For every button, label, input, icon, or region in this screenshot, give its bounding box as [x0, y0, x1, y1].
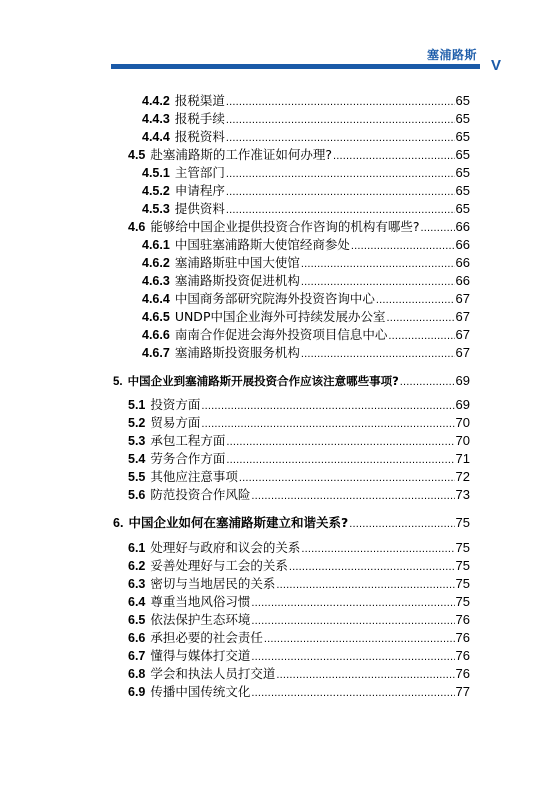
dot-leader — [226, 183, 455, 201]
toc-entry-title: 塞浦路斯投资促进机构 — [174, 273, 300, 288]
toc-entry-page: 73 — [455, 487, 470, 502]
toc-entry[interactable] — [128, 414, 470, 432]
toc-entry-page: 69 — [455, 373, 470, 388]
toc-entry-page: 65 — [455, 147, 470, 162]
toc-entry[interactable] — [142, 92, 470, 110]
toc-entry-number: 4.4.3 — [142, 112, 170, 126]
toc-entry-page: 66 — [455, 237, 470, 252]
toc-entry-title: 传播中国传统文化 — [150, 684, 251, 699]
dot-leader — [400, 373, 455, 391]
toc-entry-number: 4.6.4 — [142, 292, 170, 306]
toc-entry[interactable] — [128, 450, 470, 468]
dot-leader — [251, 684, 454, 702]
toc-entry-page: 65 — [455, 129, 470, 144]
header-rule — [111, 64, 480, 69]
toc-entry-title: 防范投资合作风险 — [150, 487, 251, 502]
toc-entry-page: 66 — [455, 219, 470, 234]
toc-entry[interactable] — [142, 182, 470, 200]
toc-entry-page: 70 — [455, 433, 470, 448]
toc-entry[interactable] — [142, 128, 470, 146]
toc-entry-title: 尊重当地风俗习惯 — [150, 594, 251, 609]
toc-entry-title: 妥善处理好与工会的关系 — [150, 558, 288, 573]
toc-entry-title: 提供资料 — [174, 201, 225, 216]
toc-entry-title: 申请程序 — [174, 183, 225, 198]
toc-entry[interactable] — [128, 593, 470, 611]
toc-entry-page: 67 — [455, 327, 470, 342]
toc-entry-title: 处理好与政府和议会的关系 — [150, 540, 301, 555]
dot-leader — [226, 93, 455, 111]
toc-entry-title: 塞浦路斯投资服务机构 — [174, 345, 300, 360]
toc-entry-number: 4.4.4 — [142, 130, 170, 144]
dot-leader — [301, 255, 455, 273]
dot-leader — [351, 237, 455, 255]
toc-entry[interactable] — [142, 164, 470, 182]
toc-entry-title: 中国商务部研究院海外投资咨询中心 — [174, 291, 375, 306]
toc-entry-page: 67 — [455, 309, 470, 324]
toc-entry-page: 72 — [455, 469, 470, 484]
toc-entry[interactable] — [142, 272, 470, 290]
dot-leader — [301, 345, 455, 363]
toc-entry[interactable] — [142, 308, 470, 326]
toc-entry-title: 中国企业到塞浦路斯开展投资合作应该注意哪些事项? — [127, 374, 399, 388]
toc-entry-number: 5.1 — [128, 398, 146, 412]
dot-leader — [276, 576, 454, 594]
toc-entry[interactable] — [128, 575, 470, 593]
toc-entry-title: 报税渠道 — [174, 93, 225, 108]
header-title: 塞浦路斯 — [426, 48, 477, 62]
toc-entry-page: 76 — [455, 630, 470, 645]
toc-entry-number: 4.6.1 — [142, 238, 170, 252]
dot-leader — [226, 201, 455, 219]
dot-leader — [239, 469, 455, 487]
dot-leader — [251, 487, 454, 505]
toc-entry-page: 76 — [455, 666, 470, 681]
toc-entry-title: 密切与当地居民的关系 — [150, 576, 276, 591]
toc-entry[interactable] — [128, 486, 470, 504]
dot-leader — [421, 219, 455, 237]
toc-entry[interactable] — [128, 432, 470, 450]
toc-entry-number: 5.6 — [128, 488, 146, 502]
toc-entry[interactable] — [142, 110, 470, 128]
dot-leader — [251, 594, 454, 612]
toc-entry-page: 76 — [455, 612, 470, 627]
toc-entry-number: 4.5 — [128, 148, 146, 162]
toc-entry-title: 能够给中国企业提供投资合作咨询的机构有哪些? — [150, 219, 420, 234]
toc-entry[interactable] — [128, 539, 470, 557]
toc-entry-title: 主管部门 — [174, 165, 225, 180]
toc-entry-title: 报税手续 — [174, 111, 225, 126]
toc-entry-page: 65 — [455, 93, 470, 108]
toc-entry-page: 75 — [455, 576, 470, 591]
dot-leader — [276, 666, 454, 684]
toc-entry-number: 4.6 — [128, 220, 146, 234]
toc-entry-number: 6.2 — [128, 559, 146, 573]
dot-leader — [201, 415, 454, 433]
toc-entry[interactable] — [128, 683, 470, 701]
toc-entry-number: 4.5.3 — [142, 202, 170, 216]
toc-entry-page: 75 — [455, 558, 470, 573]
toc-entry-page: 76 — [455, 648, 470, 663]
dot-leader — [226, 111, 455, 129]
toc-entry-title: 塞浦路斯驻中国大使馆 — [174, 255, 300, 270]
toc-entry[interactable] — [142, 326, 470, 344]
toc-entry-number: 4.5.2 — [142, 184, 170, 198]
toc-entry-page: 77 — [455, 684, 470, 699]
toc-entry-number: 4.6.6 — [142, 328, 170, 342]
toc-entry[interactable] — [128, 468, 470, 486]
toc-entry-page: 66 — [455, 273, 470, 288]
toc-entry-number: 4.6.2 — [142, 256, 170, 270]
dot-leader — [226, 129, 455, 147]
toc-entry-page: 67 — [455, 345, 470, 360]
toc-entry-title: UNDP中国企业海外可持续发展办公室 — [174, 309, 386, 324]
toc-entry-number: 5.5 — [128, 470, 146, 484]
toc-entry-number: 6.4 — [128, 595, 146, 609]
dot-leader — [301, 273, 455, 291]
toc-entry-page: 66 — [455, 255, 470, 270]
dot-leader — [226, 451, 454, 469]
toc-entry-title: 其他应注意事项 — [150, 469, 238, 484]
toc-entry-number: 4.4.2 — [142, 94, 170, 108]
dot-leader — [251, 612, 454, 630]
toc-chapter[interactable] — [113, 372, 470, 390]
toc-entry-title: 投资方面 — [150, 397, 201, 412]
toc-entry[interactable] — [142, 254, 470, 272]
dot-leader — [201, 397, 454, 415]
dot-leader — [301, 540, 454, 558]
toc-entry-page: 65 — [455, 183, 470, 198]
toc-entry[interactable] — [128, 647, 470, 665]
toc-entry-number: 5.2 — [128, 416, 146, 430]
toc-entry[interactable] — [128, 557, 470, 575]
toc-entry[interactable] — [128, 629, 470, 647]
toc-entry-page: 75 — [455, 540, 470, 555]
toc-entry-number: 5.4 — [128, 452, 146, 466]
page-number: V — [491, 57, 502, 74]
toc-entry-title: 中国企业如何在塞浦路斯建立和谐关系? — [128, 515, 349, 530]
toc-entry[interactable] — [128, 611, 470, 629]
toc-entry-number: 6. — [113, 516, 124, 530]
toc-entry-number: 6.1 — [128, 541, 146, 555]
dot-leader — [251, 648, 454, 666]
toc-entry-page: 65 — [455, 165, 470, 180]
toc-entry-number: 5.3 — [128, 434, 146, 448]
toc-entry[interactable] — [128, 665, 470, 683]
toc-entry[interactable] — [142, 200, 470, 218]
toc-entry-page: 67 — [455, 291, 470, 306]
toc-entry-number: 4.6.5 — [142, 310, 170, 324]
toc-entry-title: 学会和执法人员打交道 — [150, 666, 276, 681]
toc-entry-title: 报税资料 — [174, 129, 225, 144]
dot-leader — [388, 327, 454, 345]
toc-entry-title: 承担必要的社会责任 — [150, 630, 263, 645]
toc-entry[interactable] — [142, 290, 470, 308]
toc-entry-title: 依法保护生态环境 — [150, 612, 251, 627]
toc-entry-title: 贸易方面 — [150, 415, 201, 430]
toc-entry-page: 75 — [455, 515, 470, 530]
toc-entry-page: 75 — [455, 594, 470, 609]
toc-entry[interactable] — [142, 344, 470, 362]
toc-chapter[interactable] — [113, 514, 470, 532]
dot-leader — [386, 309, 454, 327]
dot-leader — [376, 291, 455, 309]
toc-entry-title: 懂得与媒体打交道 — [150, 648, 251, 663]
toc-entry-title: 中国驻塞浦路斯大使馆经商参处 — [174, 237, 350, 252]
dot-leader — [289, 558, 455, 576]
toc-entry-number: 6.5 — [128, 613, 146, 627]
toc-entry-page: 65 — [455, 111, 470, 126]
dot-leader — [333, 147, 455, 165]
dot-leader — [226, 433, 454, 451]
dot-leader — [264, 630, 455, 648]
toc-entry[interactable] — [142, 236, 470, 254]
toc-entry-number: 5. — [113, 376, 123, 388]
toc-entry-number: 4.6.7 — [142, 346, 170, 360]
toc-entry-title: 劳务合作方面 — [150, 451, 226, 466]
toc-entry-number: 6.3 — [128, 577, 146, 591]
toc-entry-number: 6.9 — [128, 685, 146, 699]
toc-entry[interactable] — [128, 396, 470, 414]
toc-entry-number: 6.6 — [128, 631, 146, 645]
toc-entry[interactable] — [128, 218, 470, 236]
toc-entry-title: 南南合作促进会海外投资项目信息中心 — [174, 327, 388, 342]
toc-entry-title: 承包工程方面 — [150, 433, 226, 448]
toc-entry-number: 4.6.3 — [142, 274, 170, 288]
toc-entry-page: 69 — [455, 397, 470, 412]
dot-leader — [226, 165, 455, 183]
toc-entry-number: 4.5.1 — [142, 166, 170, 180]
toc-entry[interactable] — [128, 146, 470, 164]
dot-leader — [349, 515, 454, 533]
toc-entry-page: 65 — [455, 201, 470, 216]
toc-entry-page: 71 — [455, 451, 470, 466]
toc-entry-number: 6.7 — [128, 649, 146, 663]
toc-entry-title: 赴塞浦路斯的工作准证如何办理? — [150, 147, 333, 162]
toc-entry-page: 70 — [455, 415, 470, 430]
toc-entry-number: 6.8 — [128, 667, 146, 681]
